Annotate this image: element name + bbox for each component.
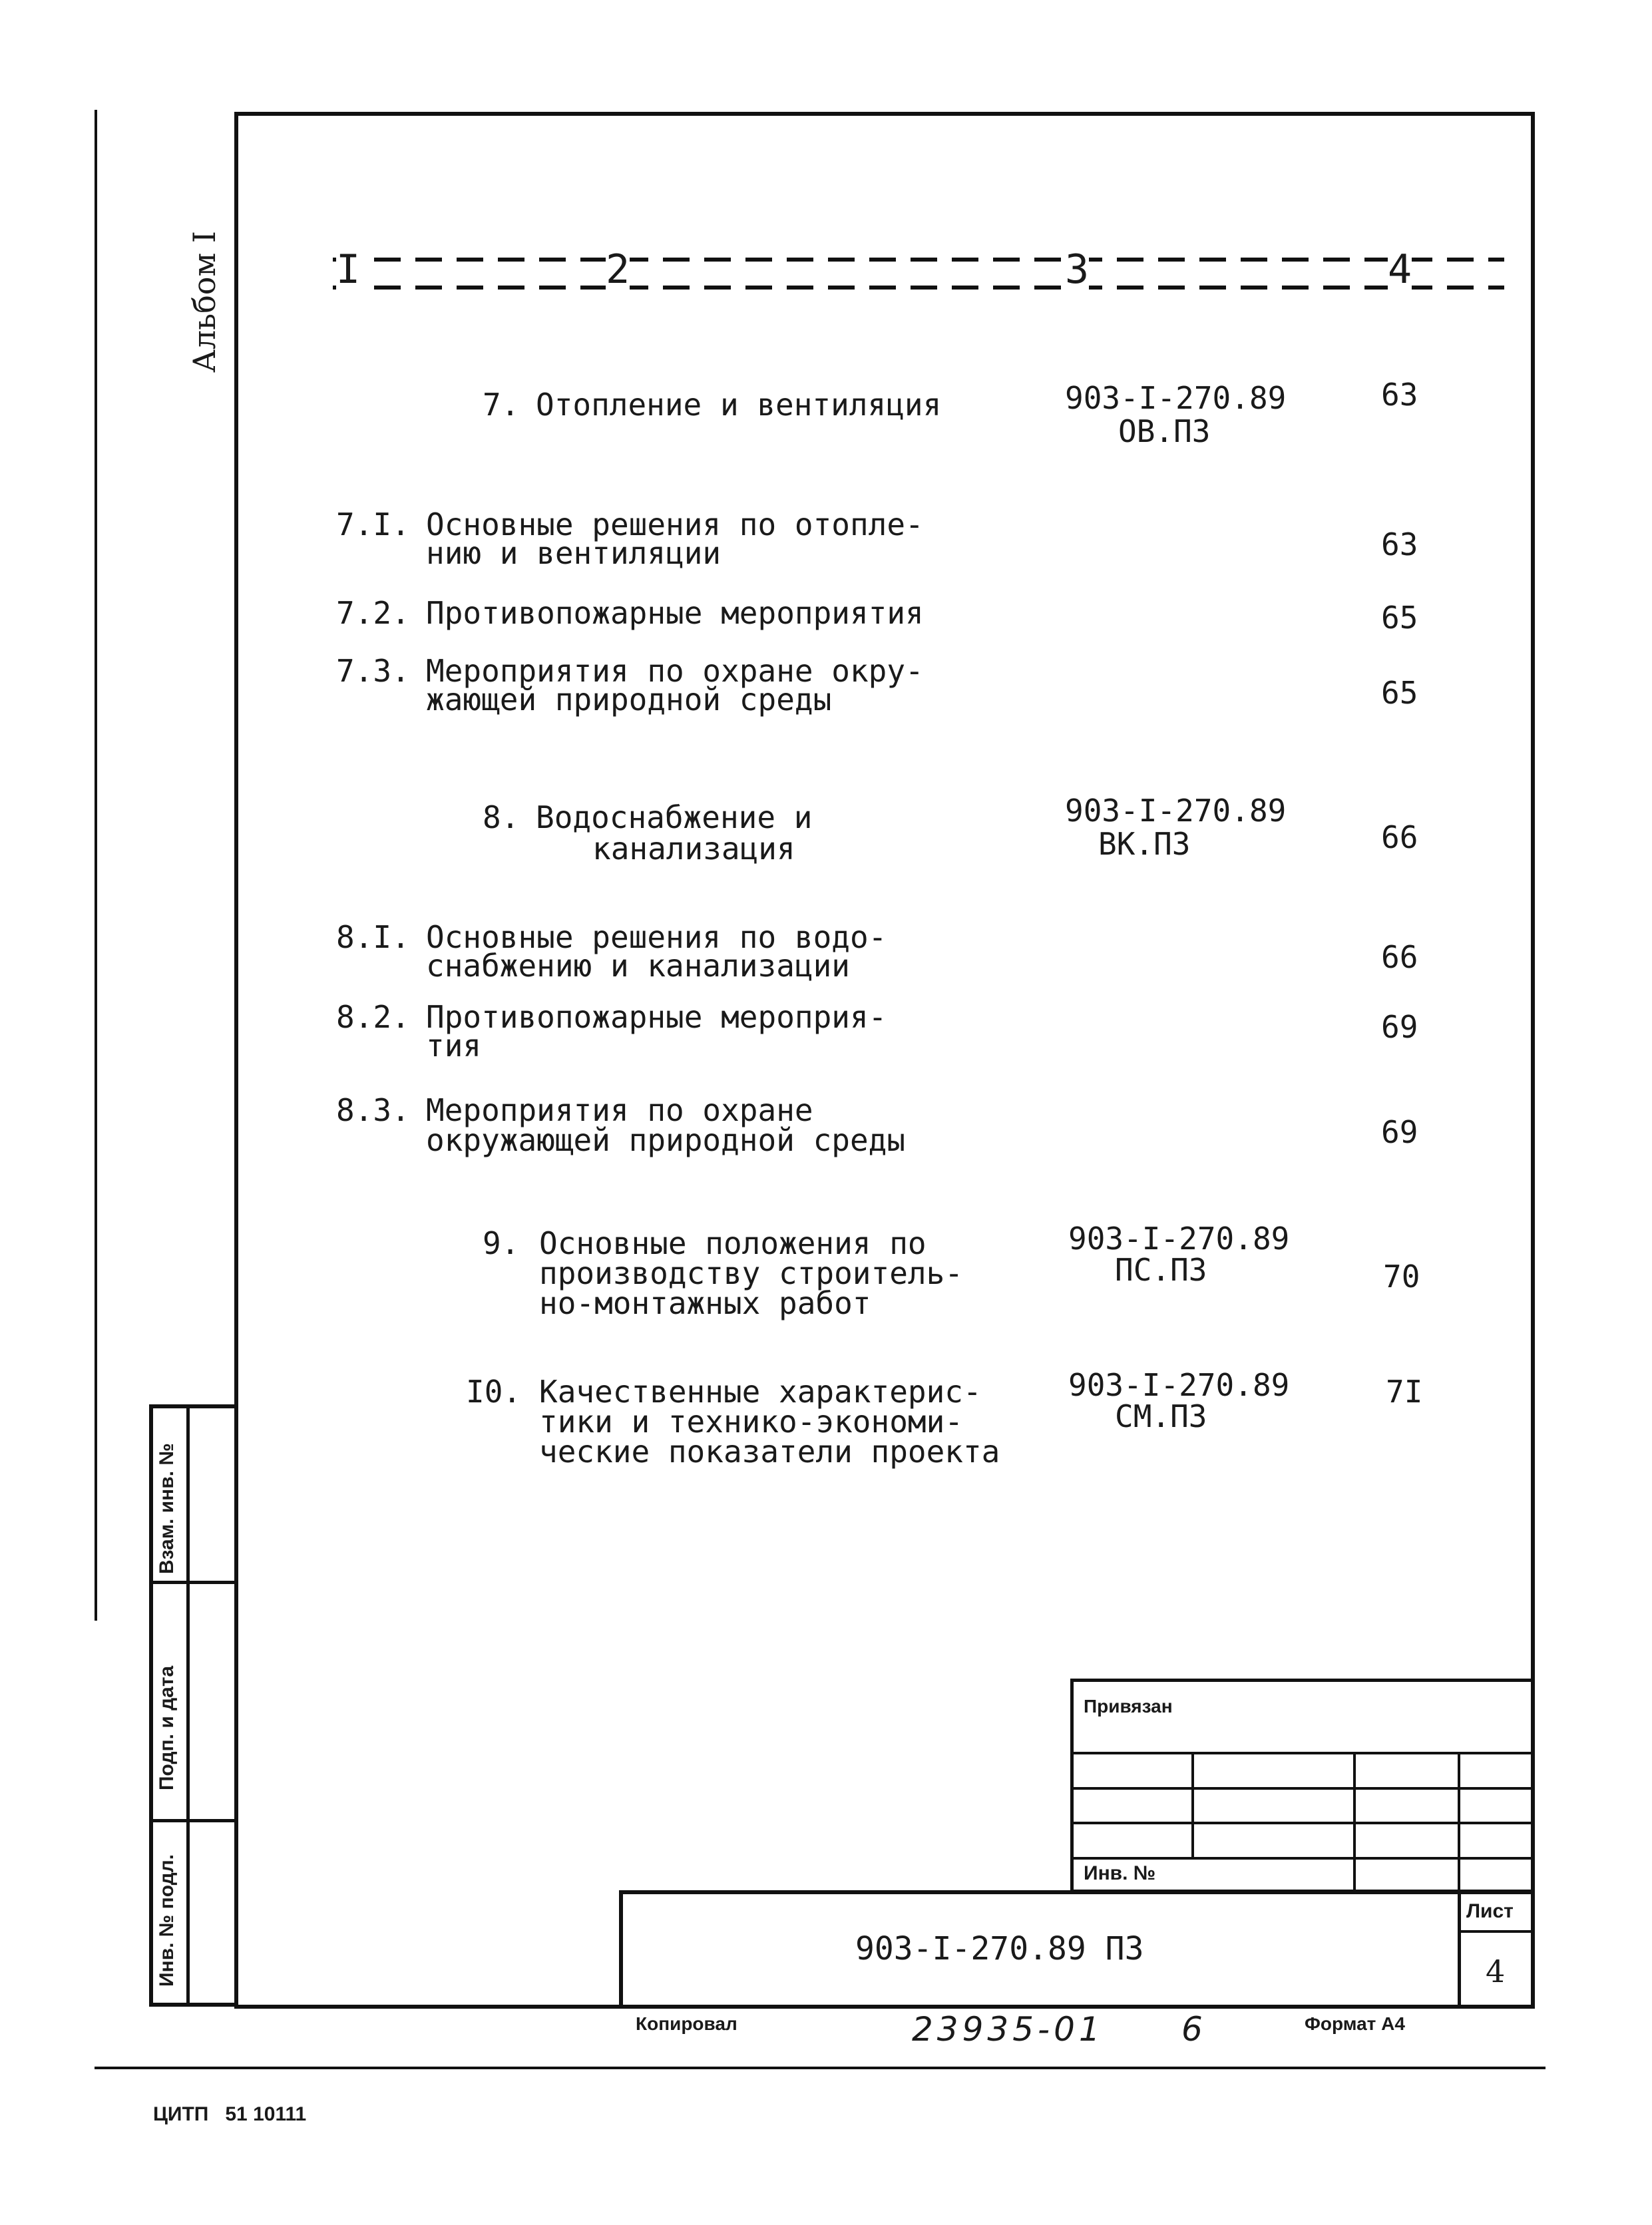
toc-8-3-number: 8.3. xyxy=(336,1092,410,1128)
handwritten-copies: 6 xyxy=(1181,2010,1203,2049)
toc-8-title-line2: канализация xyxy=(592,831,795,867)
privyazan-label: Привязан xyxy=(1084,1696,1173,1717)
column-number-4: 4 xyxy=(1388,246,1412,293)
handwritten-number: 23935-01 xyxy=(912,2010,1104,2049)
toc-7-page: 63 xyxy=(1381,377,1418,413)
toc-8-3-title-line2: окружающей природной среды xyxy=(426,1122,906,1158)
toc-7-1-number: 7.I. xyxy=(336,506,410,542)
toc-8-2-page: 69 xyxy=(1381,1009,1418,1045)
toc-10-code-suffix: СМ.ПЗ xyxy=(1115,1398,1207,1434)
toc-8-2-title-line2: тия xyxy=(426,1028,482,1064)
kopiroval-label: Копировал xyxy=(636,2013,737,2034)
side-stamp-row-2 xyxy=(149,1819,238,1822)
side-stamp-inv-label: Инв. № подл. xyxy=(156,1854,178,1987)
toc-8-title-line1: Водоснабжение и xyxy=(536,799,813,835)
toc-8-2-number: 8.2. xyxy=(336,999,410,1035)
toc-9-code: 903-I-270.89 xyxy=(1068,1221,1290,1257)
toc-8-number: 8. xyxy=(483,799,520,835)
toc-8-1-number: 8.I. xyxy=(336,919,410,955)
binding-stamp-h3 xyxy=(1070,1822,1535,1824)
toc-7-1-title-line1: Основные решения по отопле- xyxy=(426,506,924,542)
toc-7-2-title: Противопожарные мероприятия xyxy=(426,595,924,631)
binding-stamp-v2 xyxy=(1353,1752,1356,1893)
toc-8-3-page: 69 xyxy=(1381,1114,1418,1150)
toc-10-code: 903-I-270.89 xyxy=(1068,1367,1290,1403)
column-number-2: 2 xyxy=(606,246,630,293)
toc-9-code-suffix: ПС.ПЗ xyxy=(1115,1252,1207,1288)
toc-8-1-page: 66 xyxy=(1381,939,1418,975)
toc-7-3-number: 7.3. xyxy=(336,653,410,689)
toc-7-1-page: 63 xyxy=(1381,526,1418,562)
toc-8-1-title-line1: Основные решения по водо- xyxy=(426,919,887,955)
binding-stamp-h2 xyxy=(1070,1787,1535,1790)
doc-code: 903-I-270.89 ПЗ xyxy=(855,1930,1144,1967)
toc-9-number: 9. xyxy=(483,1225,520,1261)
toc-9-title-line1: Основные положения по xyxy=(539,1225,927,1261)
side-stamp-podp-label: Подп. и дата xyxy=(156,1665,178,1790)
toc-9-page: 70 xyxy=(1383,1259,1420,1295)
toc-9-title-line2: производству строитель- xyxy=(539,1255,963,1291)
toc-7-code-suffix: ОВ.ПЗ xyxy=(1118,413,1211,449)
side-stamp-row-1 xyxy=(149,1581,238,1584)
printer-code: ЦИТП 51 10111 xyxy=(153,2103,307,2125)
column-number-1: I xyxy=(336,246,361,293)
sheet-number: 4 xyxy=(1486,1953,1506,1989)
toc-7-2-number: 7.2. xyxy=(336,595,410,631)
side-stamp-vzam-label: Взам. инв. № xyxy=(156,1443,178,1574)
toc-7-1-title-line2: нию и вентиляции xyxy=(426,535,722,571)
toc-10-title-line1: Качественные характерис- xyxy=(539,1374,982,1410)
column-header-dashes xyxy=(333,246,1504,306)
toc-8-code-suffix: ВК.ПЗ xyxy=(1098,826,1191,862)
sheet-cell-divider-h xyxy=(1458,1930,1535,1933)
toc-7-3-page: 65 xyxy=(1381,675,1418,711)
toc-8-code: 903-I-270.89 xyxy=(1065,793,1287,829)
toc-7-code: 903-I-270.89 xyxy=(1065,380,1287,416)
binding-stamp-v1 xyxy=(1191,1752,1194,1858)
toc-7-2-page: 65 xyxy=(1381,600,1418,636)
toc-7-title: Отопление и вентиляция xyxy=(536,387,942,423)
binding-stamp-h1 xyxy=(1070,1752,1535,1754)
binding-line xyxy=(95,110,97,1621)
toc-8-page: 66 xyxy=(1381,819,1418,855)
toc-7-3-title-line1: Мероприятия по охране окру- xyxy=(426,653,924,689)
sheet-label: Лист xyxy=(1466,1900,1514,1922)
inv-no-label: Инв. № xyxy=(1084,1862,1156,1884)
format-label: Формат А4 xyxy=(1305,2013,1405,2034)
toc-10-title-line3: ческие показатели проекта xyxy=(539,1434,1000,1470)
sheet-cell-divider-v xyxy=(1458,1890,1461,2009)
toc-7-3-title-line2: жающей природной среды xyxy=(426,682,832,717)
binding-stamp-v3 xyxy=(1458,1752,1460,1893)
toc-8-2-title-line1: Противопожарные мероприя- xyxy=(426,999,887,1035)
toc-8-1-title-line2: снабжению и канализации xyxy=(426,948,850,984)
toc-8-3-title-line1: Мероприятия по охране xyxy=(426,1092,813,1128)
side-stamp-divider xyxy=(186,1404,190,2007)
column-number-3: 3 xyxy=(1065,246,1090,293)
binding-stamp-h4 xyxy=(1070,1857,1535,1860)
toc-10-title-line2: тики и технико-экономи- xyxy=(539,1404,963,1440)
toc-9-title-line3: но-монтажных работ xyxy=(539,1285,871,1321)
toc-7-number: 7. xyxy=(483,387,520,423)
toc-10-page: 7I xyxy=(1386,1374,1423,1410)
toc-10-number: I0. xyxy=(466,1374,522,1410)
album-label: Альбом I xyxy=(186,230,222,373)
bottom-cut-line xyxy=(95,2067,1546,2069)
